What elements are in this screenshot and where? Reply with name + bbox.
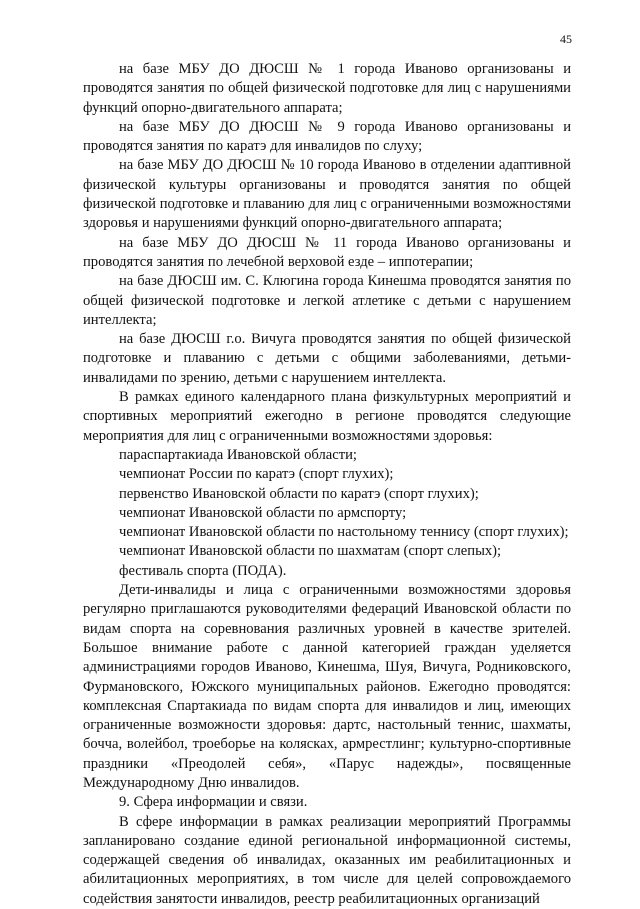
paragraph-information-system: В сфере информации в рамках реализации мероприятий Программы запланировано создание единой региональной информационной системы, содержащей сведения об инвалидах, оказанных им реабилитационных и абилитационных мероприятиях, в том числе для целей сопровождаемого содействия занятости инвалидов, реестр реабилитационных организаций xyxy=(83,813,571,907)
paragraph-dyussh-9: на базе МБУ ДО ДЮСШ № 9 города Иваново организованы и проводятся занятия по каратэ для инвалидов по слуху; xyxy=(83,118,571,155)
page-number: 45 xyxy=(560,32,572,46)
paragraph-dyussh-11: на базе МБУ ДО ДЮСШ № 11 города Иваново организованы и проводятся занятия по лечебной верховой езде – иппотерапии; xyxy=(83,234,571,270)
paragraph-children-disabled: Дети-инвалиды и лица с ограниченными возможностями здоровья регулярно приглашаются руководителями федераций Ивановской области по видам спорта на соревнования различных уровней в качестве зрителей. Большое внимание работе с данной категорией граждан уделяется администрациями городов Иваново, Кинешма, Шуя, Вичуга, Родниковского, Фурмановского, Южского муниципальных районов. Ежегодно проводятся: комплексная Спартакиада по видам спорта для инвалидов и лиц, имеющих ограниченные возможности здоровья: дартс, настольный теннис, шахматы, бочча, волейбол, троеборье на колясках, армрестлинг; культурно-спортивные праздники «Преодолей себя», «Парус надежды», посвященные Международному Дню инвалидов. xyxy=(83,582,571,791)
paragraph-dyussh-1: на базе МБУ ДО ДЮСШ № 1 города Иваново организованы и проводятся занятия по общей физической подготовке для лиц с нарушениями функций опорно-двигательного аппарата; xyxy=(83,61,571,116)
list-item-festival: фестиваль спорта (ПОДА). xyxy=(119,562,287,579)
list-item-armsport: чемпионат Ивановской области по армспорту; xyxy=(119,504,407,521)
list-item-russia-karate: чемпионат России по каратэ (спорт глухих); xyxy=(119,466,394,483)
list-item-region-karate: первенство Ивановской области по каратэ (спорт глухих); xyxy=(119,485,479,502)
paragraph-dyussh-10: на базе МБУ ДО ДЮСШ № 10 города Иваново в отделении адаптивной физической культуры организованы и проводятся занятия по общей физической подготовке и плаванию для лиц с ограниченными возможностями здоровья и нарушениями функций опорно-двигательного аппарата; xyxy=(83,157,571,232)
list-item-paraspartakiada: параспартакиада Ивановской области; xyxy=(119,446,357,463)
paragraph-kineshma: на базе ДЮСШ им. С. Клюгина города Кинешма проводятся занятия по общей физической подготовке и легкой атлетике с детьми с нарушением интеллекта; xyxy=(83,273,571,328)
list-item-table-tennis: чемпионат Ивановской области по настольному теннису (спорт глухих); xyxy=(119,524,569,541)
section-heading-information: 9. Сфера информации и связи. xyxy=(119,794,308,811)
paragraph-vichuga: на базе ДЮСШ г.о. Вичуга проводятся занятия по общей физической подготовке и плаванию с детьми с общими заболеваниями, детьми-инвалидами по зрению, детьми с нарушением интеллекта. xyxy=(83,331,571,386)
paragraph-calendar-plan: В рамках единого календарного плана физкультурных мероприятий и спортивных мероприятий ежегодно в регионе проводятся следующие мероприятия для лиц с ограниченными возможностями здоровья: xyxy=(83,389,571,444)
list-item-chess: чемпионат Ивановской области по шахматам (спорт слепых); xyxy=(119,543,502,560)
document-body xyxy=(83,60,571,909)
